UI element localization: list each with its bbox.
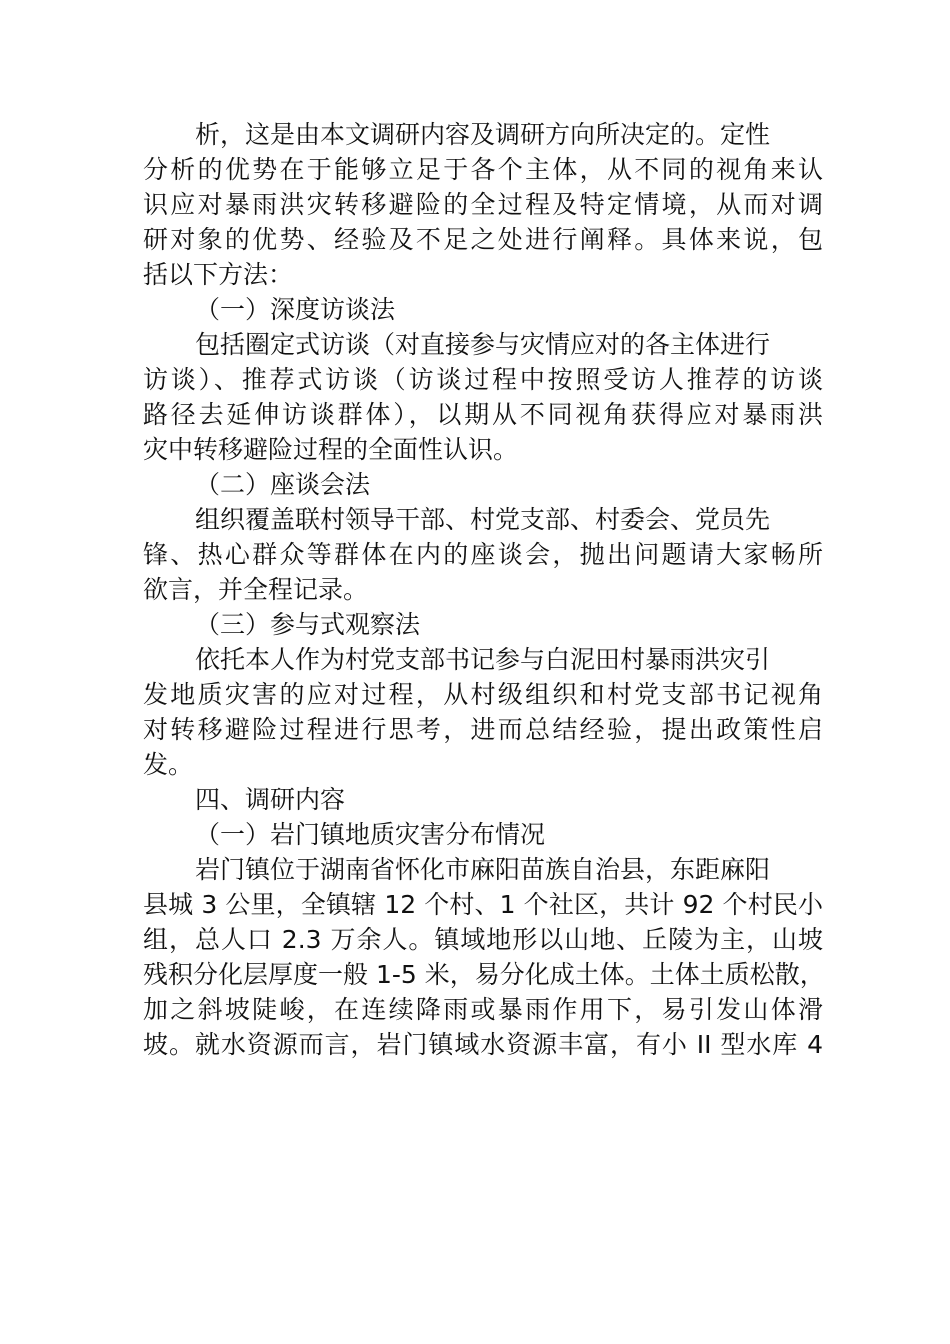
paragraph-line: 县城 3 公里，全镇辖 12 个村、1 个社区，共计 92 个村民小 bbox=[143, 890, 823, 919]
paragraph-line: 岩门镇位于湖南省怀化市麻阳苗族自治县，东距麻阳 bbox=[195, 855, 771, 884]
paragraph-line: 锋、热心群众等群体在内的座谈会，抛出问题请大家畅所 bbox=[143, 540, 823, 569]
paragraph-line: 依托本人作为村党支部书记参与白泥田村暴雨洪灾引 bbox=[195, 645, 771, 674]
paragraph-line: 组，总人口 2.3 万余人。镇域地形以山地、丘陵为主，山坡 bbox=[143, 925, 823, 954]
paragraph-line: 路径去延伸访谈群体），以期从不同视角获得应对暴雨洪 bbox=[143, 400, 823, 429]
section-heading: （二）座谈会法 bbox=[195, 470, 371, 499]
paragraph-line: 对转移避险过程进行思考，进而总结经验，提出政策性启 bbox=[143, 715, 823, 744]
paragraph-line: 访谈）、推荐式访谈（访谈过程中按照受访人推荐的访谈 bbox=[143, 365, 823, 394]
paragraph-line: 发地质灾害的应对过程，从村级组织和村党支部书记视角 bbox=[143, 680, 823, 709]
section-heading: （三）参与式观察法 bbox=[195, 610, 421, 639]
paragraph-line: 析，这是由本文调研内容及调研方向所决定的。定性 bbox=[195, 120, 771, 149]
chapter-heading: 四、调研内容 bbox=[195, 785, 346, 814]
section-heading: （一）岩门镇地质灾害分布情况 bbox=[195, 820, 546, 849]
paragraph-line: 灾中转移避险过程的全面性认识。 bbox=[143, 435, 519, 464]
paragraph-line: 包括圈定式访谈（对直接参与灾情应对的各主体进行 bbox=[195, 330, 771, 359]
paragraph-line: 括以下方法： bbox=[143, 260, 294, 289]
paragraph-line: 发。 bbox=[143, 750, 194, 779]
paragraph-line: 分析的优势在于能够立足于各个主体，从不同的视角来认 bbox=[143, 155, 823, 184]
document-body bbox=[143, 117, 823, 1062]
paragraph-line: 研对象的优势、经验及不足之处进行阐释。具体来说，包 bbox=[143, 225, 823, 254]
paragraph-line: 欲言，并全程记录。 bbox=[143, 575, 369, 604]
paragraph-line: 识应对暴雨洪灾转移避险的全过程及特定情境，从而对调 bbox=[143, 190, 823, 219]
paragraph-line: 残积分化层厚度一般 1-5 米，易分化成土体。土体土质松散， bbox=[143, 960, 825, 989]
paragraph-line: 加之斜坡陡峻，在连续降雨或暴雨作用下，易引发山体滑 bbox=[143, 995, 823, 1024]
paragraph-line: 组织覆盖联村领导干部、村党支部、村委会、党员先 bbox=[195, 505, 771, 534]
section-heading: （一）深度访谈法 bbox=[195, 295, 396, 324]
paragraph-line: 坡。就水资源而言，岩门镇域水资源丰富，有小 II 型水库 4 bbox=[143, 1030, 823, 1059]
